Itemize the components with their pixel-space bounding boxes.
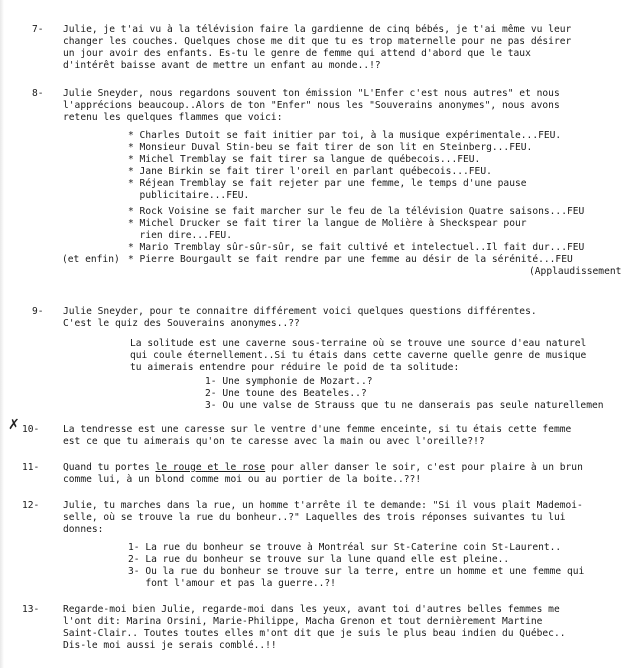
question-10-line: La tendresse est une caresse sur le ventre d'une femme enceinte, si tu étais cette femme xyxy=(63,424,572,435)
question-8-item: * Charles Dutoit se fait initier par toi, à la musique expérimentale...FEU. xyxy=(128,130,562,141)
question-9-number: 9- xyxy=(32,306,44,317)
question-12-line: selle, où se trouve la rue du bonheur..?" Laquelles des trois réponses suivantes tu lui xyxy=(63,512,566,523)
question-8-item: * Réjean Tremblay se fait rejeter par une femme, le temps d'une pause xyxy=(128,178,527,189)
question-12-option: font l'amour et pas la guerre..?! xyxy=(128,578,336,589)
question-11-number: 11- xyxy=(22,462,40,473)
question-8-item: * Rock Voisine se fait marcher sur le feu de la télévision Quatre saisons...FEU xyxy=(128,206,585,217)
question-10-line: est ce que tu aimerais qu'on te caresse avec la main ou avec l'oreille?!? xyxy=(63,436,485,447)
question-7-line: Julie, je t'ai vu à la télévision faire la gardienne de cinq bébés, je t'ai même vu leur xyxy=(63,24,572,35)
question-8-last-prefix: (et enfin) xyxy=(62,254,120,265)
scan-edge-shadow xyxy=(0,0,4,668)
question-9-intro-line: Julie Sneyder, pour te connaitre différement voici quelques questions différentes. xyxy=(63,306,537,317)
question-12-option: 2- La rue du bonheur se trouve sur la lune quand elle est pleine.. xyxy=(128,554,510,565)
question-13-line: Regarde-moi bien Julie, regarde-moi dans les yeux, avant toi d'autres belles femmes me xyxy=(63,604,560,615)
question-8-last-item: * Pierre Bourgault se fait rendre par une femme au désir de la sérénité...FEU xyxy=(128,254,573,265)
question-11-line: comme lui, à un blond comme moi ou au portier de la boite..??! xyxy=(63,474,422,485)
question-12-option: 1- La rue du bonheur se trouve à Montréal sur St-Caterine coin St-Laurent.. xyxy=(128,542,562,553)
question-9-body-line: La solitude est une caverne sous-terraine où se trouve une source d'eau naturel xyxy=(130,338,587,349)
question-8-item: * Michel Drucker se fait tirer la langue de Molière à Sheckspear pour xyxy=(128,218,527,229)
question-12-line: donnes: xyxy=(63,524,104,535)
question-8-item: publicitaire...FEU. xyxy=(128,190,250,201)
question-8-item: rien dire...FEU. xyxy=(128,230,232,241)
question-13-number: 13- xyxy=(22,604,40,615)
question-8-item: * Monsieur Duval Stin-beu se fait tirer de son lit en Steinberg...FEU. xyxy=(128,142,533,153)
handwritten-check-mark: ✗ xyxy=(8,417,20,433)
question-13-line: l'ont dit: Marina Orsini, Marie-Philippe, Macha Grenon et tout dernièrement Martine xyxy=(63,616,543,627)
question-11-line xyxy=(63,462,583,474)
question-9-intro-line: C'est le quiz des Souverains anonymes..?? xyxy=(63,318,300,329)
question-11-text: Quand tu portes xyxy=(63,462,156,473)
question-9-option: 2- Une toune des Beateles..? xyxy=(205,388,367,399)
question-7-line: changer les couches. Quelques chose me dit que tu es trop maternelle pour ne pas désirer xyxy=(63,36,572,47)
question-9-body-line: qui coule éternellement..Si tu étais dans cette caverne quelle genre de musique xyxy=(130,350,587,361)
question-7-line: un jour avoir des enfants. Es-tu le genre de femme qui attend d'abord que le taux xyxy=(63,48,531,59)
question-9-option: 1- Une symphonie de Mozart..? xyxy=(205,376,373,387)
question-10-number: 10- xyxy=(22,424,40,435)
question-8-item: * Michel Tremblay se fait tirer sa langue de québecois...FEU. xyxy=(128,154,481,165)
question-7-number: 7- xyxy=(32,24,44,35)
question-13-line: Dis-le moi aussi je serais comblé..!! xyxy=(63,640,277,651)
question-8-applause: (Applaudissement xyxy=(529,266,622,277)
question-8-intro-line: retenu les quelques flammes que voici: xyxy=(63,112,283,123)
question-12-option: 3- Ou la rue du bonheur se trouve sur la terre, entre un homme et une femme qui xyxy=(128,566,585,577)
question-9-option: 3- Ou une valse de Strauss que tu ne danserais pas seule naturellemen xyxy=(205,400,604,411)
question-12-number: 12- xyxy=(22,500,40,511)
question-12-line: Julie, tu marches dans la rue, un homme t'arrête il te demande: "Si il vous plait Mademoi- xyxy=(63,500,583,511)
question-8-item: * Jane Birkin se fait tirer l'oreil en parlant québecois...FEU. xyxy=(128,166,492,177)
question-11-underlined-text: le rouge et le rose xyxy=(155,462,266,473)
question-13-line: Saint-Clair.. Toutes toutes elles m'ont dit que je suis le plus beau indien du Québec.. xyxy=(63,628,566,639)
question-7-line: d'intérêt baisse avant de mettre un enfant au monde..!? xyxy=(63,60,381,71)
question-11-text: pour aller danser le soir, c'est pour plaire à un brun xyxy=(265,462,583,473)
question-8-item: * Mario Tremblay sûr-sûr-sûr, se fait cultivé et intelectuel..Il fait dur...FEU xyxy=(128,242,585,253)
question-9-body-line: tu aimerais entendre pour réduire le poid de ta solitude: xyxy=(130,362,460,373)
question-8-intro-line: l'apprécions beaucoup..Alors de ton "Enfer" nous les "Souverains anonymes", nous avons xyxy=(63,100,560,111)
question-8-number: 8- xyxy=(32,88,44,99)
question-8-intro-line: Julie Sneyder, nous regardons souvent ton émission "L'Enfer c'est nous autres" et nous xyxy=(63,88,560,99)
